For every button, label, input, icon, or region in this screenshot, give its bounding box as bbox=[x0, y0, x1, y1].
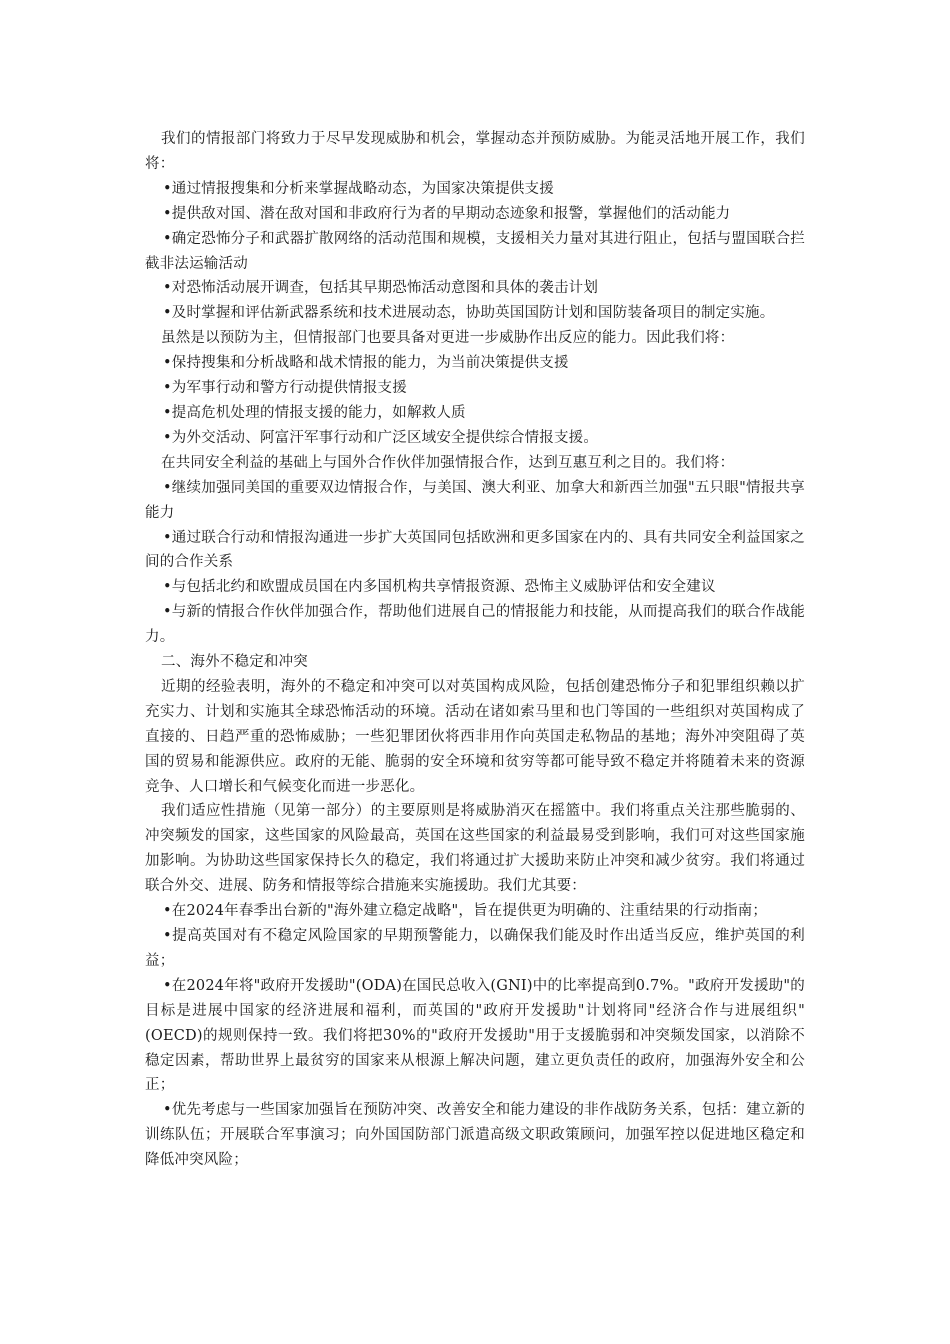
paragraph-cooperation-intro: 在共同安全利益的基础上与国外合作伙伴加强情报合作，达到互惠互利之目的。我们将： bbox=[161, 454, 735, 471]
list-item: •在2024年春季出台新的"海外建立稳定战略"，旨在提供更为明确的、注重结果的行动指南； bbox=[163, 903, 768, 920]
list-item: •对恐怖活动展开调查，包括其早期恐怖活动意图和具体的袭击计划 bbox=[163, 280, 599, 297]
section-heading: 二、海外不稳定和冲突 bbox=[161, 654, 308, 671]
paragraph-adaptive-measures: 我们适应性措施（见第一部分）的主要原则是将威胁消灭在摇篮中。我们将重点关注那些脆弱的、冲突频发的国家，这些国家的风险最高，英国在这些国家的利益最易受到影响，我们可对这些国家施加影响。为协助这些国家保持长久的稳定，我们将通过扩大援助来防止冲突和减少贫穷。我们将通过联合外交、进展、防务和情报等综合措施来实施援助。我们尤其要： bbox=[145, 803, 805, 895]
list-item: •确定恐怖分子和武器扩散网络的活动范围和规模，支援相关力量对其进行阻止，包括与盟国联合拦截非法运输活动 bbox=[145, 230, 805, 272]
list-item: •通过情报搜集和分析来掌握战略动态，为国家决策提供支援 bbox=[163, 180, 554, 197]
paragraph-intelligence-intro: 我们的情报部门将致力于尽早发现威胁和机会，掌握动态并预防威胁。为能灵活地开展工作，我们将： bbox=[145, 131, 805, 172]
document-body bbox=[145, 127, 805, 1173]
list-item: •优先考虑与一些国家加强旨在预防冲突、改善安全和能力建设的非作战防务关系，包括：建立新的训练队伍；开展联合军事演习；向外国国防部门派遣高级文职政策顾问，加强军控以促进地区稳定和降低冲突风险； bbox=[145, 1102, 805, 1169]
list-item: •及时掌握和评估新武器系统和技术进展动态，协助英国国防计划和国防装备项目的制定实施。 bbox=[163, 305, 775, 322]
list-item: •与新的情报合作伙伴加强合作，帮助他们进展自己的情报能力和技能，从而提高我们的联合作战能力。 bbox=[145, 604, 805, 646]
list-item: •通过联合行动和情报沟通进一步扩大英国同包括欧洲和更多国家在内的、具有共同安全利益国家之间的合作关系 bbox=[145, 529, 805, 571]
list-item: •为外交活动、阿富汗军事行动和广泛区域安全提供综合情报支援。 bbox=[163, 429, 599, 446]
list-item: •提高英国对有不稳定风险国家的早期预警能力，以确保我们能及时作出适当反应，维护英国的利益； bbox=[145, 928, 805, 969]
list-item: •提高危机处理的情报支援的能力，如解救人质 bbox=[163, 404, 466, 421]
list-item: •保持搜集和分析战略和战术情报的能力，为当前决策提供支援 bbox=[163, 355, 569, 372]
list-item: •提供敌对国、潜在敌对国和非政府行为者的早期动态迹象和报警，掌握他们的活动能力 bbox=[163, 205, 731, 222]
list-item: •与包括北约和欧盟成员国在内多国机构共享情报资源、恐怖主义威胁评估和安全建议 bbox=[163, 579, 716, 596]
list-item: •为军事行动和警方行动提供情报支援 bbox=[163, 380, 407, 397]
paragraph-response-intro: 虽然是以预防为主，但情报部门也要具备对更进一步威胁作出反应的能力。因此我们将： bbox=[161, 330, 735, 347]
list-item: •在2024年将"政府开发援助"(ODA)在国民总收入(GNI)中的比率提高到0.7%。"政府开发援助"的目标是进展中国家的经济进展和福利，而英国的"政府开发援助"计划将同"经济合作与进展组织" (OECD)的规则保持一致。我们将把30%的"政府开发援助"用于支援脆弱和冲突频发国家，以消除不稳定因素，帮助世界上最贫穷的国家来从根源上解决问题，建立更负责任的政府，加强海外安全和公正； bbox=[145, 977, 805, 1094]
paragraph-overseas-risk: 近期的经验表明，海外的不稳定和冲突可以对英国构成风险，包括创建恐怖分子和犯罪组织赖以扩充实力、计划和实施其全球恐怖活动的环境。活动在诸如索马里和也门等国的一些组织对英国构成了直接的、日趋严重的恐怖威胁；一些犯罪团伙将西非用作向英国走私物品的基地；海外冲突阻碍了英国的贸易和能源供应。政府的无能、脆弱的安全环境和贫穷等都可能导致不稳定并将随着未来的资源竞争、人口增长和气候变化而进一步恶化。 bbox=[145, 678, 805, 795]
list-item: •继续加强同美国的重要双边情报合作，与美国、澳大利亚、加拿大和新西兰加强"五只眼"情报共享能力 bbox=[145, 479, 805, 521]
